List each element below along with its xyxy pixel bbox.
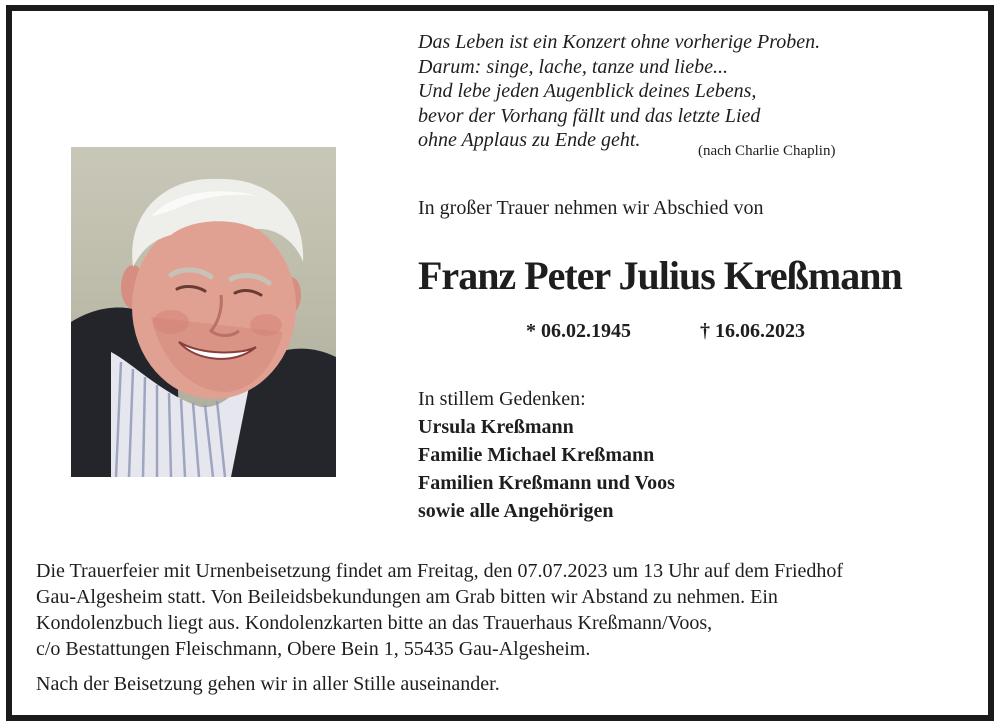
quote-line: ohne Applaus zu Ende geht.	[418, 129, 641, 151]
quote-line: Das Leben ist ein Konzert ohne vorherige Proben.	[418, 31, 821, 53]
quote-line: Darum: singe, lache, tanze und liebe...	[418, 55, 728, 78]
mourners-heading: In stillem Gedenken:	[418, 388, 586, 410]
quote-attribution: (nach Charlie Chaplin)	[698, 143, 836, 159]
quote-block	[418, 30, 888, 153]
mourners-block	[418, 385, 675, 525]
intro-text: In großer Trauer nehmen wir Abschied von	[418, 197, 764, 219]
notice-line: Kondolenzbuch liegt aus. Kondolenzkarten bitte an das Trauerhaus Kreßmann/Voos,	[36, 612, 713, 634]
mourner-name: Familie Michael Kreßmann	[418, 444, 655, 466]
funeral-notice	[36, 558, 976, 662]
mourner-name: sowie alle Angehörigen	[418, 500, 614, 522]
birth-date: * 06.02.1945	[526, 320, 631, 342]
notice-line: c/o Bestattungen Fleischmann, Obere Bein 1, 55435 Gau-Algesheim.	[36, 638, 591, 660]
quote-line: bevor der Vorhang fällt und das letzte Lied	[418, 104, 761, 127]
death-date: † 16.06.2023	[700, 320, 805, 342]
quote-line: Und lebe jeden Augenblick deines Lebens,	[418, 80, 757, 102]
deceased-name: Franz Peter Julius Kreßmann	[418, 253, 902, 298]
notice-line: Gau-Algesheim statt. Von Beileidsbekundungen am Grab bitten wir Abstand zu nehmen. Ein	[36, 586, 778, 608]
mourner-name: Ursula Kreßmann	[418, 416, 574, 438]
portrait-illustration	[71, 147, 336, 477]
portrait-photo	[71, 147, 336, 477]
closing-text: Nach der Beisetzung gehen wir in aller Stille auseinander.	[36, 673, 500, 695]
notice-line: Die Trauerfeier mit Urnenbeisetzung findet am Freitag, den 07.07.2023 um 13 Uhr auf dem Friedhof	[36, 560, 844, 582]
mourner-name: Familien Kreßmann und Voos	[418, 472, 675, 494]
